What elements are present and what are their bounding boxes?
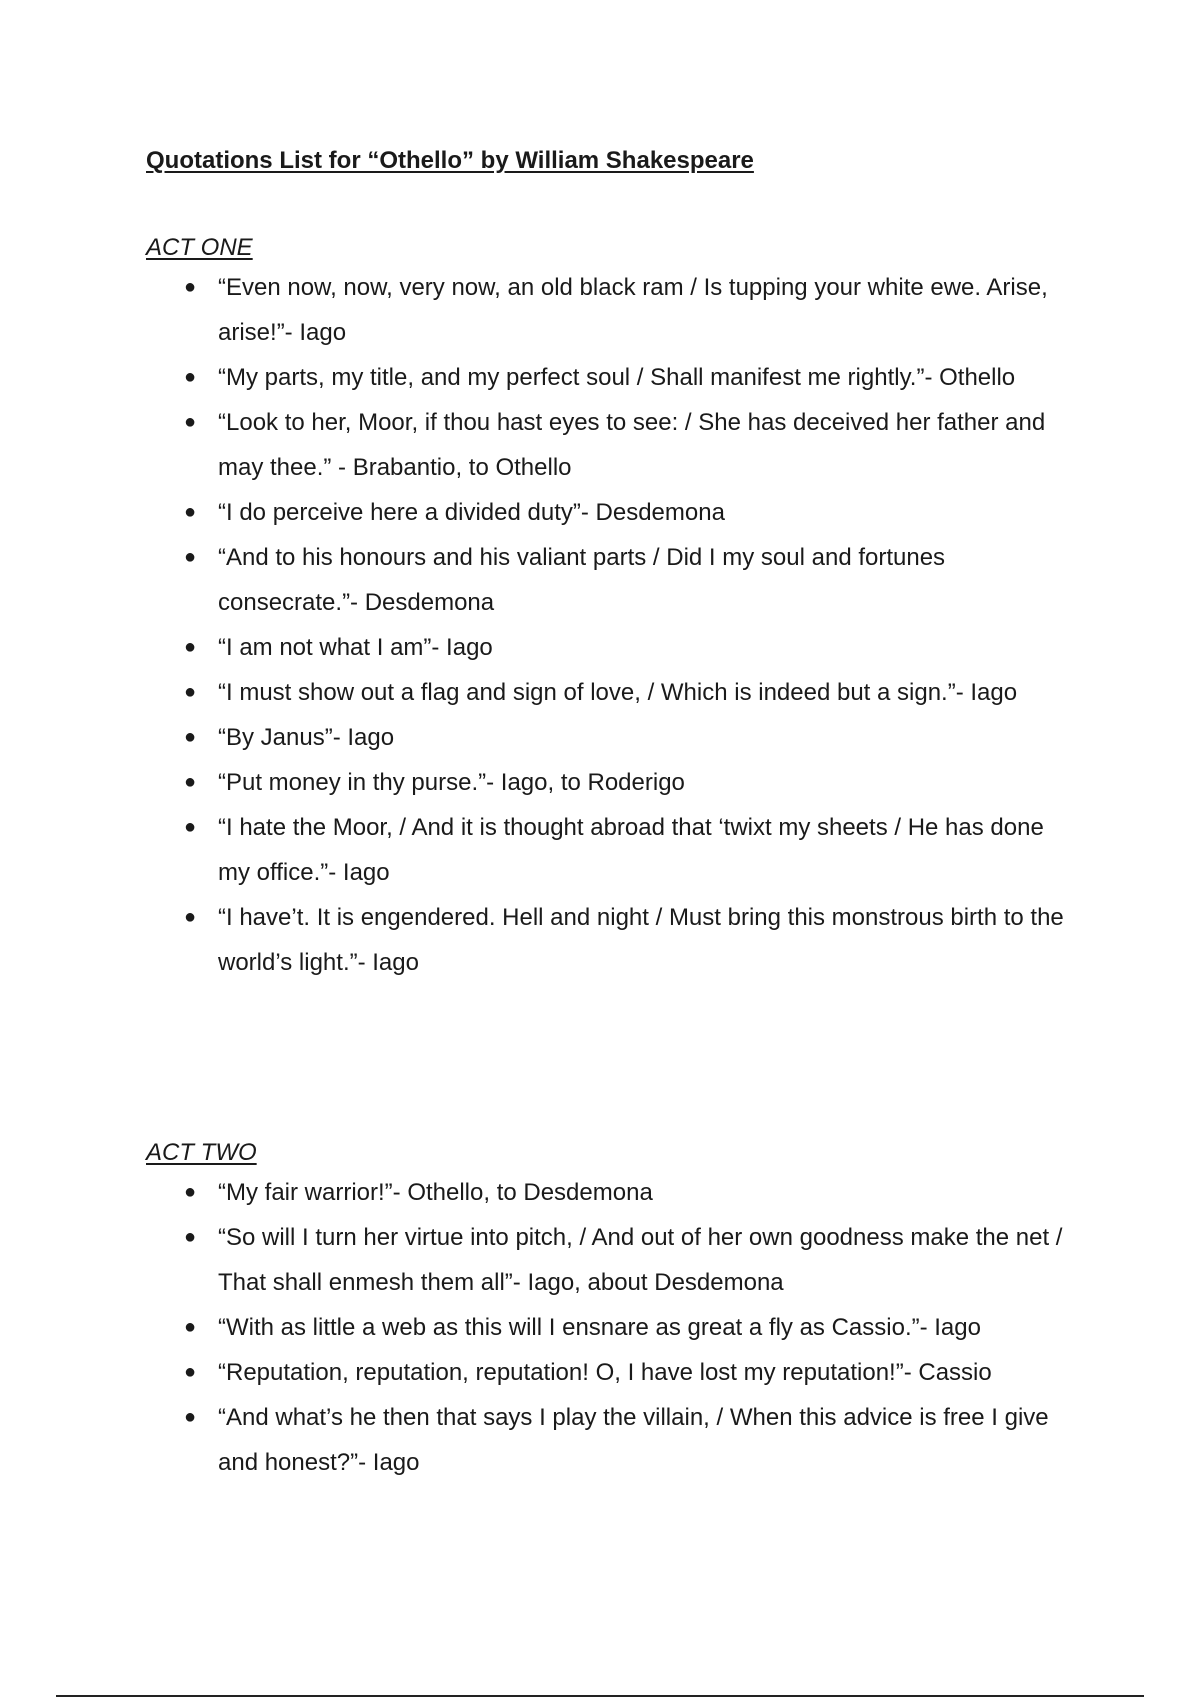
list-item (146, 535, 1076, 625)
bullet-icon: ● (184, 1406, 197, 1428)
list-item (146, 805, 1076, 895)
quote-text: “So will I turn her virtue into pitch, / And out of her own goodness make the net / That shall enmesh them all”- Iago, about Desdemona (218, 1224, 1063, 1296)
bullet-icon: ● (184, 276, 197, 298)
footer-divider (56, 1695, 1144, 1697)
list-item (146, 670, 1076, 715)
quote-text: “Look to her, Moor, if thou hast eyes to see: / She has deceived her father and may thee.” - Brabantio, to Othello (218, 409, 1046, 481)
bullet-icon: ● (184, 1361, 197, 1383)
list-item (146, 895, 1076, 985)
quote-list (146, 1170, 1076, 1485)
list-item (146, 1305, 1076, 1350)
bullet-icon: ● (184, 1181, 197, 1203)
quote-list (146, 265, 1076, 985)
list-item (146, 1215, 1076, 1305)
quote-text: “By Janus”- Iago (218, 724, 395, 751)
list-item (146, 355, 1076, 400)
section-heading: ACT ONE (146, 234, 253, 261)
list-item (146, 400, 1076, 490)
list-item (146, 490, 1076, 535)
list-item (146, 1170, 1076, 1215)
bullet-icon: ● (184, 726, 197, 748)
bullet-icon: ● (184, 681, 197, 703)
quote-text: “I hate the Moor, / And it is thought abroad that ‘twixt my sheets / He has done my office.”- Iago (218, 814, 1044, 886)
quote-text: “My fair warrior!”- Othello, to Desdemona (218, 1179, 653, 1206)
section-heading: ACT TWO (146, 1139, 257, 1166)
quote-text: “With as little a web as this will I ensnare as great a fly as Cassio.”- Iago (218, 1314, 981, 1341)
bullet-icon: ● (184, 501, 197, 523)
bullet-icon: ● (184, 1316, 197, 1338)
bullet-icon: ● (184, 546, 197, 568)
quote-text: “Reputation, reputation, reputation! O, I have lost my reputation!”- Cassio (218, 1359, 992, 1386)
list-item (146, 625, 1076, 670)
list-item (146, 265, 1076, 355)
bullet-icon: ● (184, 366, 197, 388)
list-item (146, 1395, 1076, 1485)
quote-text: “And to his honours and his valiant parts / Did I my soul and fortunes consecrate.”- Desdemona (218, 544, 946, 616)
quote-text: “I must show out a flag and sign of love, / Which is indeed but a sign.”- Iago (218, 679, 1018, 706)
quote-text: “I am not what I am”- Iago (218, 634, 493, 661)
section-act-two (146, 1138, 1076, 1485)
bullet-icon: ● (184, 636, 197, 658)
quote-text: “I do perceive here a divided duty”- Desdemona (218, 499, 725, 526)
bullet-icon: ● (184, 816, 197, 838)
page-title: Quotations List for “Othello” by William Shakespeare (146, 147, 754, 174)
bullet-icon: ● (184, 1226, 197, 1248)
bullet-icon: ● (184, 771, 197, 793)
bullet-icon: ● (184, 906, 197, 928)
quote-text: “Even now, now, very now, an old black ram / Is tupping your white ewe. Arise, arise!”- Iago (218, 274, 1048, 346)
list-item (146, 715, 1076, 760)
bullet-icon: ● (184, 411, 197, 433)
quote-text: “And what’s he then that says I play the villain, / When this advice is free I give and honest?”- Iago (218, 1404, 1049, 1476)
list-item (146, 1350, 1076, 1395)
section-act-one (146, 233, 1076, 985)
quote-text: “Put money in thy purse.”- Iago, to Roderigo (218, 769, 685, 796)
list-item (146, 760, 1076, 805)
quote-text: “I have’t. It is engendered. Hell and night / Must bring this monstrous birth to the world’s light.”- Iago (218, 904, 1064, 976)
quote-text: “My parts, my title, and my perfect soul / Shall manifest me rightly.”- Othello (218, 364, 1016, 391)
